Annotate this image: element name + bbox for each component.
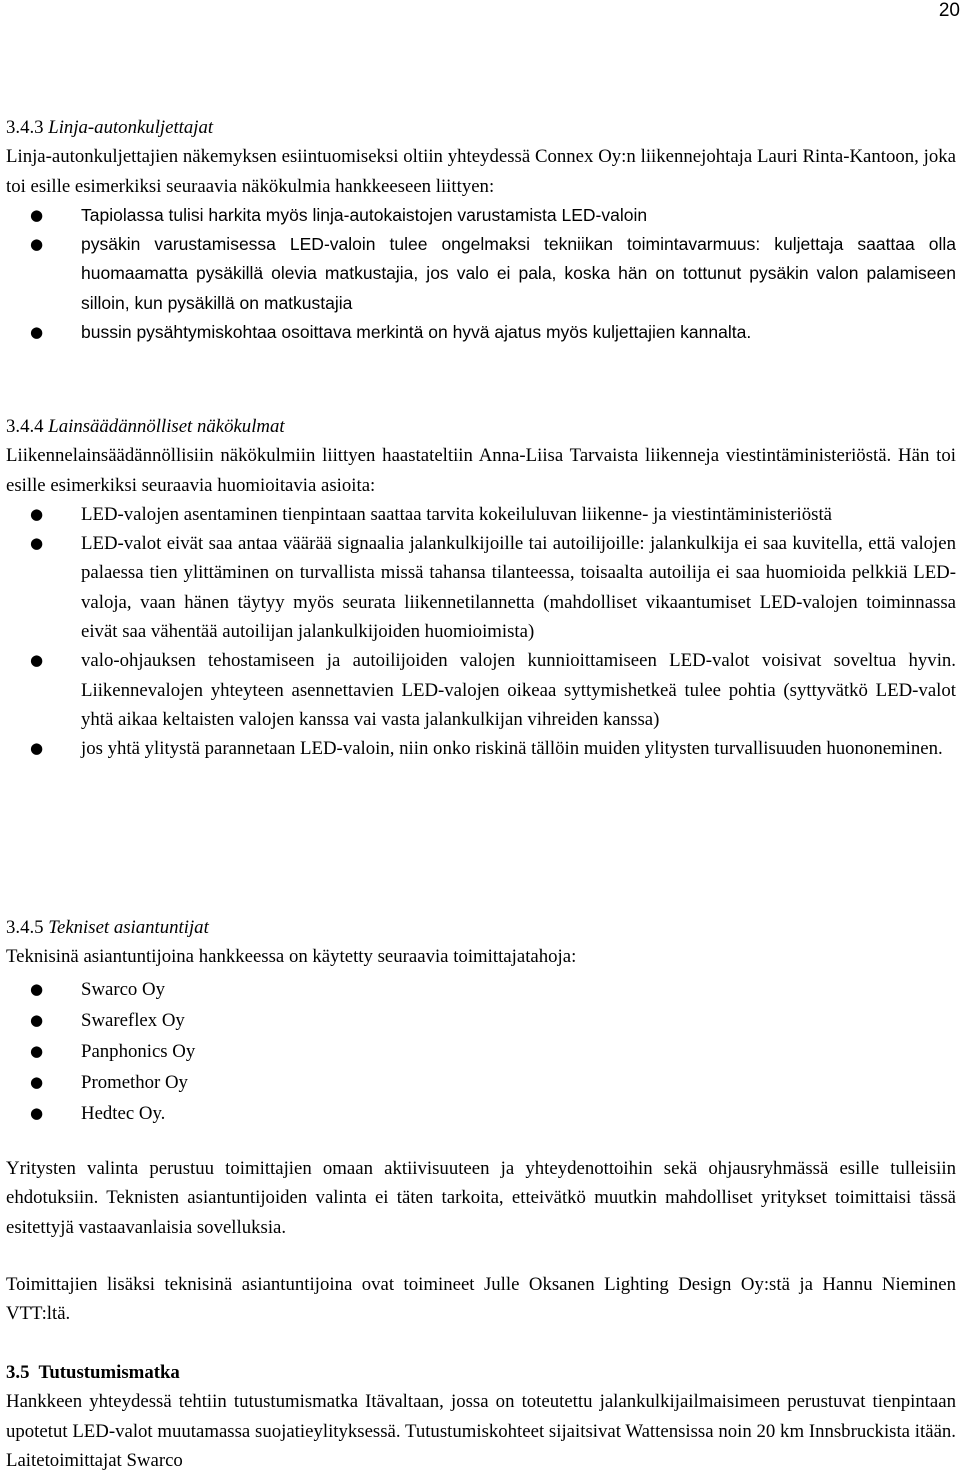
list-item-text: Promethor Oy bbox=[81, 1071, 188, 1093]
list-item-text: Swarco Oy bbox=[81, 978, 165, 1000]
section-heading bbox=[6, 1358, 956, 1387]
list-item bbox=[6, 318, 956, 347]
list-item bbox=[6, 1067, 956, 1098]
section-intro: Liikennelainsäädännöllisiin näkökulmiin liittyen haastateltiin Anna-Liisa Tarvaista liikenneja viestintäministeriöstä. Hän toi esille esimerkiksi seuraavia huomioitavia asioita: bbox=[6, 445, 956, 496]
section-heading bbox=[6, 412, 956, 441]
list-item bbox=[6, 974, 956, 1005]
section-tutustumismatka bbox=[6, 1358, 956, 1475]
section-number: 3.4.5 bbox=[6, 917, 44, 938]
section-paragraph: Hankkeen yhteydessä tehtiin tutustumismatka Itävaltaan, jossa on toteutettu jalankulkijailmaisimeen perustuvat tienpintaan upotetut LED-valot muutamassa suojatieylityksessä. Tutustumiskohteet sijaitsivat Wattensissa noin 20 km Innsbruckista itään. Laitetoimittajat Swarco bbox=[6, 1391, 956, 1471]
bullet-icon: ● bbox=[30, 235, 44, 254]
bullet-icon: ● bbox=[30, 1103, 44, 1122]
list-item-text: jos yhtä ylitystä parannetaan LED-valoin, niin onko riskinä tällöin muiden ylitysten turvallisuuden huononeminen. bbox=[81, 738, 943, 760]
bullet-icon: ● bbox=[30, 534, 44, 553]
section-heading bbox=[6, 113, 956, 142]
list-item bbox=[6, 1036, 956, 1067]
list-item-text: Swareflex Oy bbox=[81, 1009, 185, 1031]
list-item bbox=[6, 1098, 956, 1129]
section-number: 3.4.4 bbox=[6, 416, 44, 437]
section-title: Lainsäädännölliset näkökulmat bbox=[48, 416, 285, 437]
bullet-icon: ● bbox=[30, 979, 44, 998]
bullet-icon: ● bbox=[30, 1072, 44, 1091]
list-item bbox=[6, 646, 956, 734]
paragraph-yritysten-valinta: Yritysten valinta perustuu toimittajien omaan aktiivisuuteen ja yhteydenottoihin sekä ohjausryhmässä esille tulleisiin ehdotuksiin. Teknisten asiantuntijoiden valinta ei täten tarkoita, etteivätkö muutkin mahdolliset yritykset toimittaisi tässä esitettyjä vastaavanlaisia sovelluksia. bbox=[6, 1158, 956, 1238]
list-item-text: Tapiolassa tulisi harkita myös linja-autokaistojen varustamista LED-valoin bbox=[81, 204, 648, 225]
section-tekniset-asiantuntijat bbox=[6, 913, 956, 1129]
list-item-text: Panphonics Oy bbox=[81, 1040, 196, 1062]
list-item bbox=[6, 230, 956, 318]
bullet-icon: ● bbox=[30, 205, 44, 224]
list-item-text: bussin pysähtymiskohtaa osoittava merkintä on hyvä ajatus myös kuljettajien kannalta. bbox=[81, 322, 752, 343]
section-intro: Linja-autonkuljettajien näkemyksen esiintuomiseksi oltiin yhteydessä Connex Oy:n liikennejohtaja Lauri Rinta-Kantoon, joka toi esille esimerkiksi seuraavia näkökulmia hankkeeseen liittyen: bbox=[6, 146, 956, 197]
section-linja-autonkuljettajat bbox=[6, 113, 956, 347]
list-item bbox=[6, 529, 956, 646]
bullet-icon: ● bbox=[30, 504, 44, 523]
section-intro: Teknisinä asiantuntijoina hankkeessa on käytetty seuraavia toimittajatahoja: bbox=[6, 946, 577, 968]
list-item-text: pysäkin varustamisessa LED-valoin tulee ongelmaksi tekniikan toimintavarmuus: kuljettaja saattaa olla huomaamatta pysäkillä olevia matkustajia, jos valo ei pala, koska hän on tottunut pysäkin valon palamiseen silloin, kun pysäkillä on matkustajia bbox=[81, 234, 956, 313]
bullet-list bbox=[6, 500, 956, 764]
list-item bbox=[6, 1005, 956, 1036]
section-title: Linja-autonkuljettajat bbox=[48, 117, 214, 138]
page-number: 20 bbox=[938, 0, 960, 21]
paragraph-toimittajien-lisaksi: Toimittajien lisäksi teknisinä asiantuntijoina ovat toimineet Julle Oksanen Lighting Design Oy:stä ja Hannu Nieminen VTT:ltä. bbox=[6, 1274, 956, 1325]
list-item-text: Hedtec Oy. bbox=[81, 1102, 166, 1124]
section-lainsaadannolliset bbox=[6, 412, 956, 764]
bullet-icon: ● bbox=[30, 651, 44, 670]
list-item bbox=[6, 500, 956, 529]
section-number: 3.4.3 bbox=[6, 117, 44, 138]
list-item bbox=[6, 201, 956, 230]
list-item bbox=[6, 734, 956, 763]
bullet-icon: ● bbox=[30, 323, 44, 342]
section-title: Tekniset asiantuntijat bbox=[48, 917, 209, 938]
bullet-icon: ● bbox=[30, 1041, 44, 1060]
list-item-text: LED-valojen asentaminen tienpintaan saattaa tarvita kokeiluluvan liikenne- ja viestintäministeriöstä bbox=[81, 503, 833, 525]
bullet-list bbox=[6, 974, 956, 1129]
bullet-icon: ● bbox=[30, 739, 44, 758]
list-item-text: LED-valot eivät saa antaa väärää signaalia jalankulkijoille tai autoilijoille: jalankulkija ei saa kuvitella, että valojen palaessa tien ylittäminen on turvallista missä tahansa tilanteessa, toisaalta autoilija ei saa huomioida pelkkiä LED-valoja, vaan hänen täytyy myös seurata liikennetilannetta (mahdolliset vikaantumiset LED-valojen toiminnassa eivät saa vähentää autoilijan jalankulkijoiden huomioimista) bbox=[81, 533, 956, 643]
section-title: Tutustumismatka bbox=[38, 1362, 180, 1383]
list-item-text: valo-ohjauksen tehostamiseen ja autoilijoiden valojen kunnioittamiseen LED-valot voisivat soveltua hyvin. Liikennevalojen yhteyteen asennettavien LED-valojen oikeaa syttymishetkeä tulee pohtia (syttyvätkö LED-valot yhtä aikaa keltaisten valojen kanssa vai vasta jalankulkijan vihreiden kanssa) bbox=[81, 650, 956, 730]
bullet-icon: ● bbox=[30, 1010, 44, 1029]
section-heading bbox=[6, 913, 956, 942]
section-number: 3.5 bbox=[6, 1362, 30, 1383]
bullet-list bbox=[6, 201, 956, 347]
